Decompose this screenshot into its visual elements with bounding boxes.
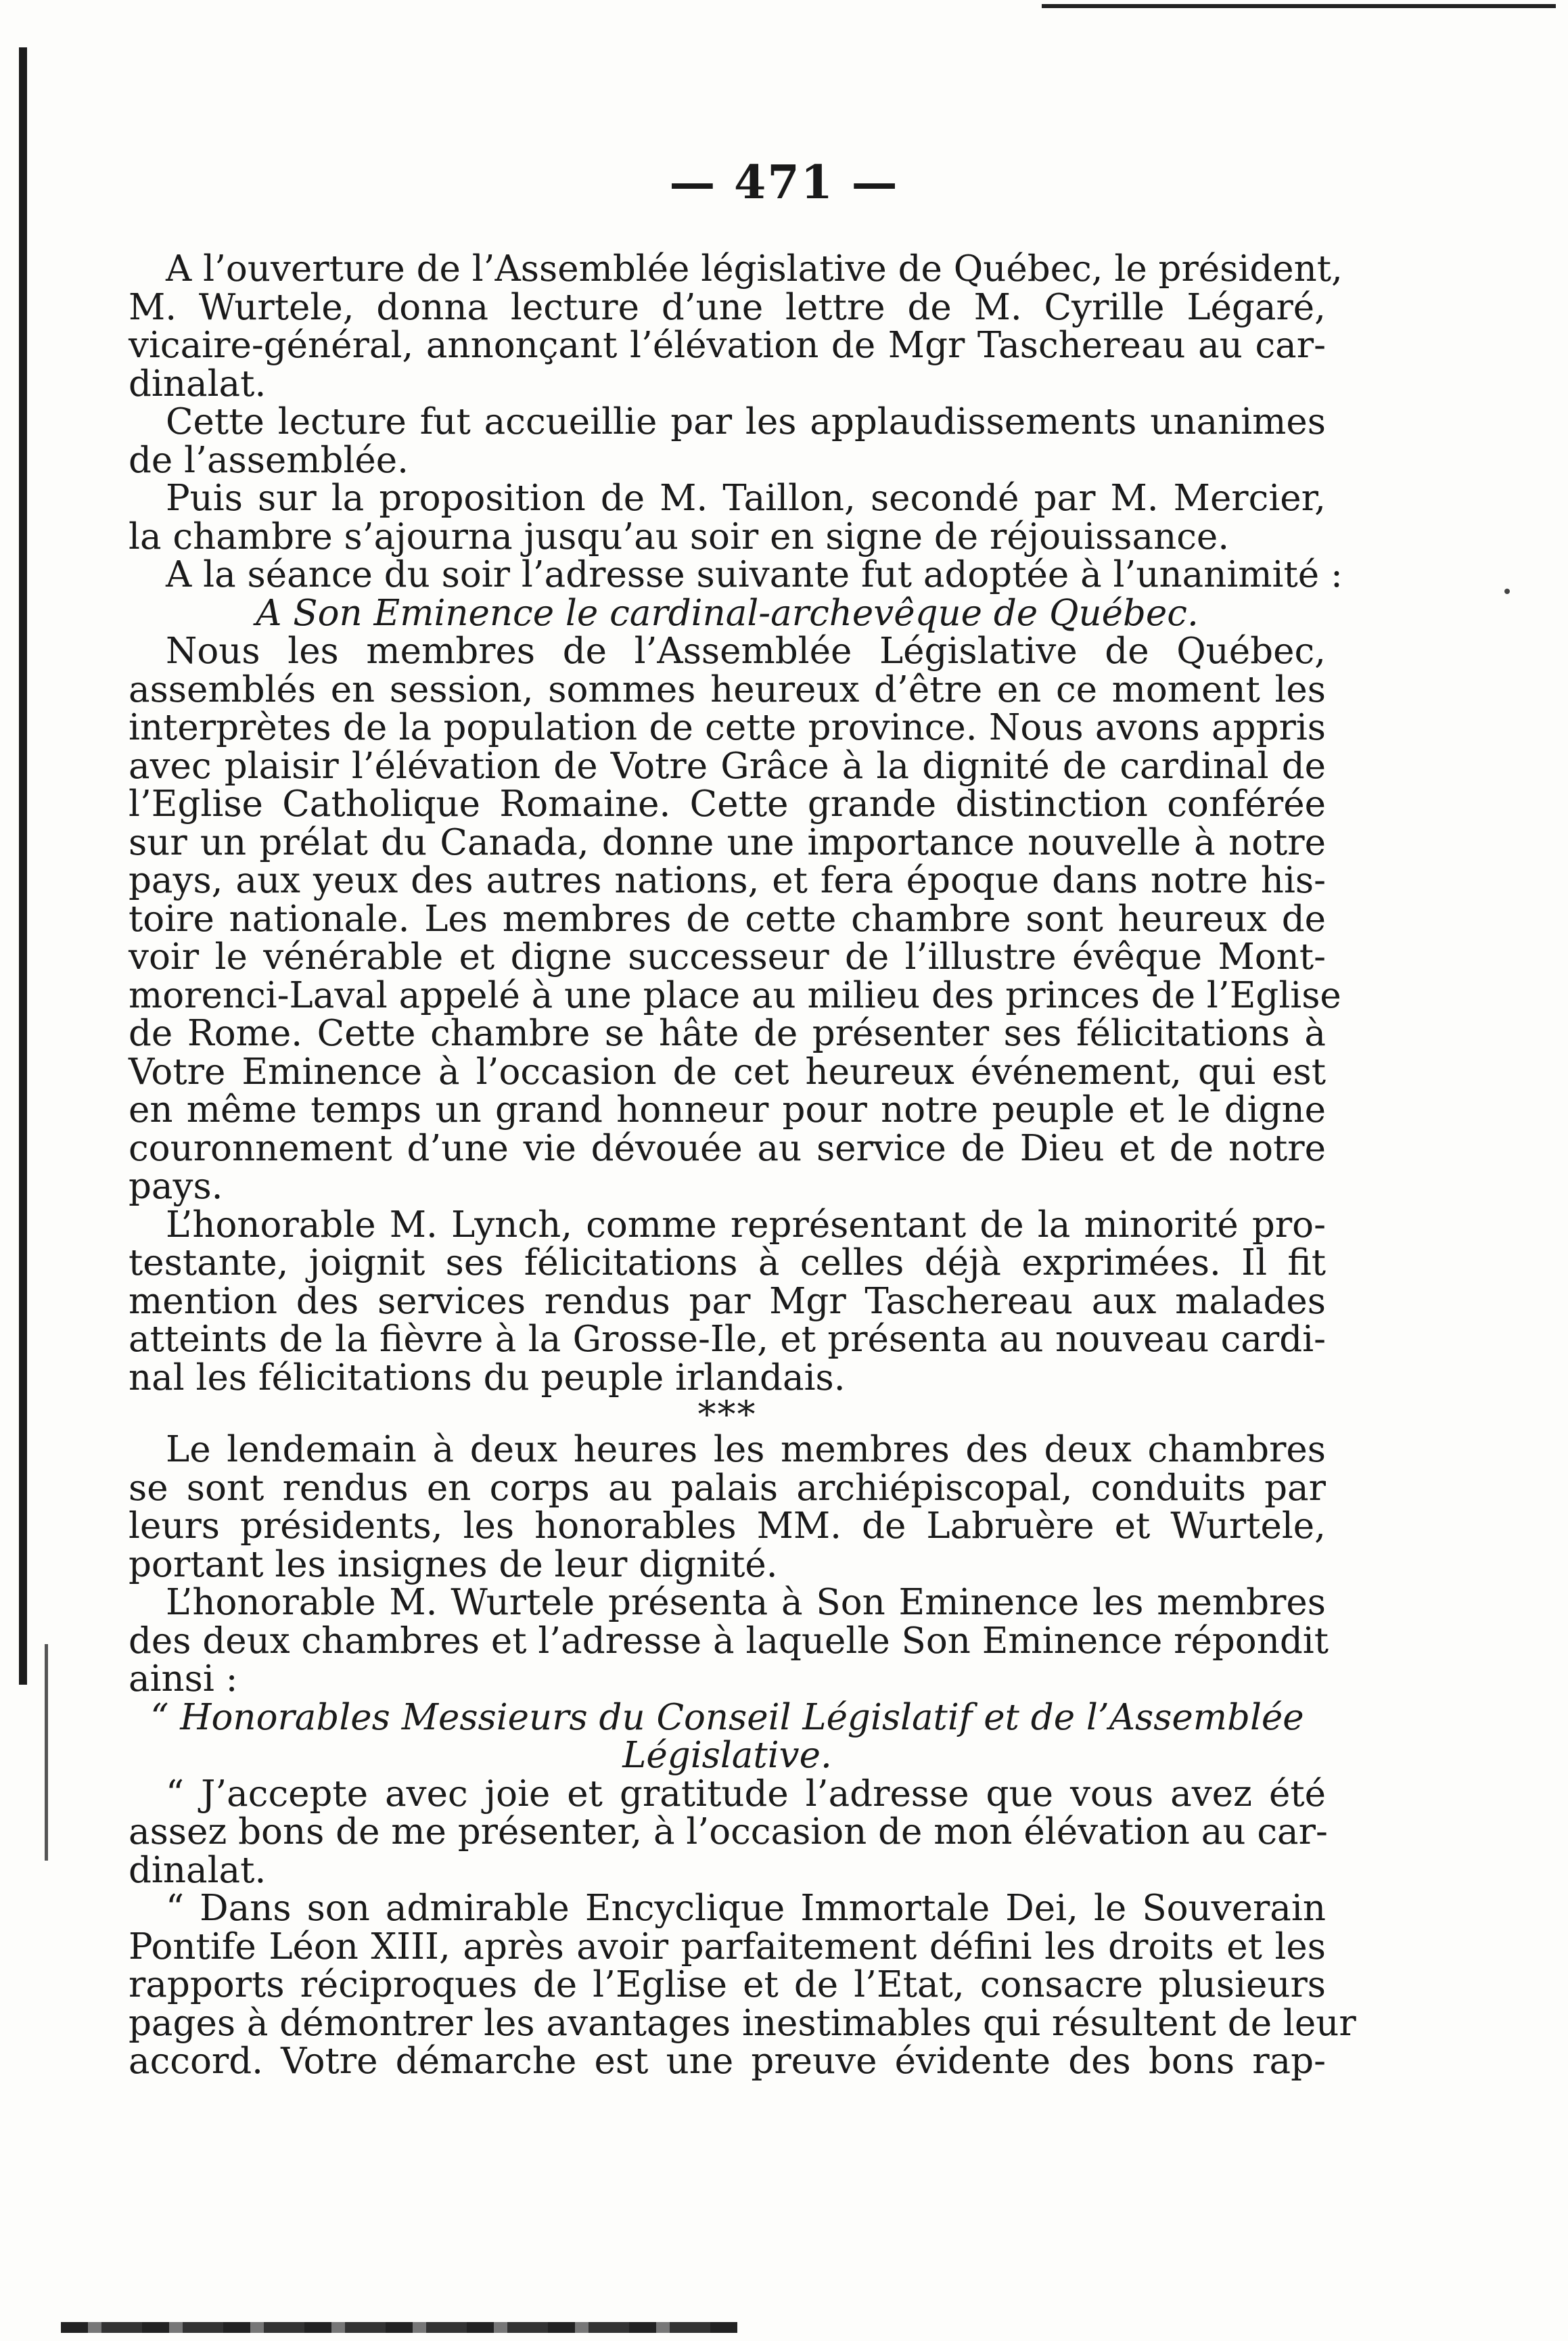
text-line: assemblés en session, sommes heureux d’être en ce moment les: [129, 668, 1326, 710]
text-line: dinalat.: [129, 1849, 267, 1891]
text-line: testante, joignit ses félicitations à celles déjà exprimées. Il fit: [129, 1242, 1326, 1283]
text-line: l’Eglise Catholique Romaine. Cette grande distinction conférée: [129, 783, 1326, 825]
text-line: Puis sur la proposition de M. Taillon, secondé par M. Mercier,: [166, 478, 1326, 519]
text-line: A l’ouverture de l’Assemblée législative de Québec, le président,: [166, 248, 1343, 290]
text-line: A la séance du soir l’adresse suivante fut adoptée à l’unanimité :: [166, 554, 1343, 595]
text-line: couronnement d’une vie dévouée au service de Dieu et de notre: [129, 1127, 1326, 1169]
text-line: ainsi :: [129, 1658, 238, 1700]
text-line: vicaire-général, annonçant l’élévation de Mgr Taschereau au car-: [129, 325, 1326, 366]
section-separator: ***: [697, 1393, 757, 1436]
text-line: voir le vénérable et digne successeur de l’illustre évêque Mont-: [129, 936, 1326, 978]
text-line: avec plaisir l’élévation de Votre Grâce à la dignité de cardinal de: [129, 745, 1326, 787]
text-line: L’honorable M. Lynch, comme représentant de la minorité pro-: [166, 1204, 1326, 1246]
text-line: portant les insignes de leur dignité.: [129, 1543, 778, 1585]
text-line: toire nationale. Les membres de cette chambre sont heureux de: [129, 898, 1326, 940]
left-margin-bar-lower: [45, 1644, 48, 1861]
text-line: de l’assemblée.: [129, 439, 409, 481]
text-line: accord. Votre démarche est une preuve évidente des bons rap-: [129, 2041, 1326, 2082]
text-line: “ Honorables Messieurs du Conseil Législatif et de l’Assemblée: [150, 1696, 1304, 1738]
text-line: se sont rendus en corps au palais archiépiscopal, conduits par: [129, 1467, 1326, 1509]
text-line: L’honorable M. Wurtele présenta à Son Eminence les membres: [166, 1582, 1326, 1623]
text-line: nal les félicitations du peuple irlandais.: [129, 1357, 846, 1399]
text-line: A Son Eminence le cardinal-archevêque de Québec.: [256, 592, 1199, 634]
page-number: — 471 —: [669, 156, 899, 210]
text-line: “ Dans son admirable Encyclique Immortale Dei, le Souverain: [166, 1888, 1326, 1929]
text-line: Nous les membres de l’Assemblée Législative de Québec,: [166, 631, 1326, 672]
text-line: leurs présidents, les honorables MM. de Labruère et Wurtele,: [129, 1505, 1326, 1547]
text-line: dinalat.: [129, 363, 267, 405]
text-line: “ J’accepte avec joie et gratitude l’adresse que vous avez été: [166, 1773, 1326, 1815]
text-line: Législative.: [622, 1735, 832, 1776]
text-line: rapports réciproques de l’Eglise et de l’Etat, consacre plusieurs: [129, 1964, 1326, 2005]
text-line: pays.: [129, 1166, 223, 1207]
text-line: Cette lecture fut accueillie par les applaudissements unanimes: [166, 401, 1326, 442]
left-margin-bar: [19, 47, 27, 1685]
text-line: Votre Eminence à l’occasion de cet heureux événement, qui est: [129, 1051, 1326, 1093]
text-line: pages à démontrer les avantages inestimables qui résultent de leur: [129, 2002, 1356, 2044]
text-line: atteints de la fièvre à la Grosse-Ile, et présenta au nouveau cardi-: [129, 1319, 1326, 1360]
text-line: morenci-Laval appelé à une place au milieu des princes de l’Eglise: [129, 974, 1341, 1016]
text-line: des deux chambres et l’adresse à laquelle Son Eminence répondit: [129, 1620, 1329, 1662]
text-line: Le lendemain à deux heures les membres des deux chambres: [166, 1429, 1326, 1470]
bottom-rule: [61, 2322, 737, 2333]
text-line: M. Wurtele, donna lecture d’une lettre de M. Cyrille Légaré,: [129, 286, 1326, 328]
top-rule: [1042, 4, 1556, 8]
text-line: en même temps un grand honneur pour notre peuple et le digne: [129, 1089, 1326, 1131]
text-line: de Rome. Cette chambre se hâte de présenter ses félicitations à: [129, 1013, 1326, 1054]
text-line: pays, aux yeux des autres nations, et fera époque dans notre his-: [129, 860, 1326, 901]
text-line: sur un prélat du Canada, donne une importance nouvelle à notre: [129, 821, 1326, 863]
margin-speck: [1504, 589, 1510, 594]
text-line: mention des services rendus par Mgr Taschereau aux malades: [129, 1280, 1326, 1322]
page-text: [129, 248, 1356, 2082]
text-line: la chambre s’ajourna jusqu’au soir en signe de réjouissance.: [129, 516, 1230, 558]
text-line: interprètes de la population de cette province. Nous avons appris: [129, 707, 1326, 748]
text-line: assez bons de me présenter, à l’occasion de mon élévation au car-: [129, 1811, 1328, 1853]
text-line: Pontife Léon XIII, après avoir parfaitement défini les droits et les: [129, 1926, 1326, 1968]
